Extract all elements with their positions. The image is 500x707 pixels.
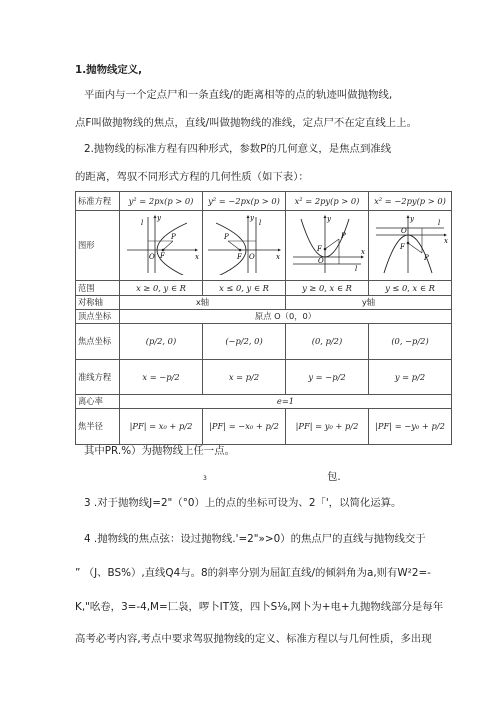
- item-5-text-line-1: 高考必考内容,考点中要求驾驭抛物线的定义、标准方程以与几何性质，多出现: [75, 633, 432, 645]
- eccentricity-cell: e=1: [120, 394, 452, 408]
- range-cell: x ≥ 0, y ∈ R: [120, 281, 203, 295]
- equation-cell: x² = −2py(p > 0): [369, 192, 452, 211]
- equation-cell: x² = 2py(p > 0): [286, 192, 369, 211]
- directrix-cell: x = p/2: [203, 359, 286, 394]
- table-row: [76, 295, 452, 309]
- table-row: [76, 210, 452, 281]
- parabola-graph-left: [204, 213, 284, 275]
- item-4-text-line-1: 4 .抛物线的焦点弦：设过抛物线.'=2"»>0）的焦点尸的直线与抛物线交于: [84, 533, 426, 545]
- directrix-cell: x = −p/2: [120, 359, 203, 394]
- row-label-range: 范围: [76, 281, 120, 295]
- graph-cell: [203, 210, 286, 281]
- standard-form-text-line-1: 2.抛物线的标准方程有四种形式，参数P的几何意义，是焦点到准线: [84, 143, 392, 155]
- vertex-cell: 原点 O（0，0）: [120, 309, 452, 323]
- row-label-focus: 焦点坐标: [76, 323, 120, 359]
- parabola-graph-right: [121, 213, 201, 275]
- definition-text-line-2: 点F叫做抛物线的焦点，直线/叫做抛物线的准线，定点尸不在定直线上上。: [75, 117, 417, 129]
- svg-text:F: F: [160, 252, 165, 261]
- svg-text:l: l: [355, 265, 358, 274]
- svg-text:P: P: [224, 233, 229, 242]
- definition-heading: 1.抛物线定义,: [75, 64, 143, 76]
- focus-cell: (0, p/2): [286, 323, 369, 359]
- axis-cell: y轴: [286, 295, 452, 309]
- item-3-text: 3 .对于抛物线J=2"（°0）上的点的坐标可设为、2「'，以简化运算。: [84, 497, 402, 509]
- range-cell: y ≥ 0, x ∈ R: [286, 281, 369, 295]
- item-4-text-line-3: K,"吆卷，3=-4,M=匚袅，啰卜IT笈，四卜S⅛,网卜为+电+九抛物线部分是每年: [75, 601, 444, 613]
- item-4-text-line-2: ” （J、BS%）,直线Q4与。8的斜率分别为屈缸直线/的倾斜角为a,则有W²2=-: [75, 567, 431, 579]
- focus-cell: (−p/2, 0): [203, 323, 286, 359]
- graph-cell: [369, 210, 452, 281]
- row-label-directrix: 准线方程: [76, 359, 120, 394]
- stray-mark-bao: 包.: [327, 471, 341, 483]
- svg-text:P: P: [424, 254, 429, 263]
- focal-radius-cell: |PF| = x₀ + p/2: [120, 408, 203, 444]
- svg-text:F: F: [237, 253, 242, 262]
- focal-radius-cell: |PF| = −y₀ + p/2: [369, 408, 452, 444]
- svg-text:l: l: [141, 219, 144, 228]
- svg-text:F: F: [400, 243, 405, 252]
- row-label-equation: 标准方程: [76, 192, 120, 211]
- table-row: [76, 323, 452, 359]
- svg-text:l: l: [259, 219, 262, 228]
- table-row: [76, 281, 452, 295]
- range-cell: x ≤ 0, y ∈ R: [203, 281, 286, 295]
- directrix-cell: y = p/2: [369, 359, 452, 394]
- row-label-focal-radius: 焦半径: [76, 408, 120, 444]
- svg-text:F: F: [317, 245, 322, 254]
- graph-cell: [120, 210, 203, 281]
- svg-text:x: x: [444, 237, 448, 246]
- svg-text:P: P: [171, 233, 176, 242]
- svg-text:y: y: [410, 215, 414, 224]
- parabola-graph-down: [370, 213, 450, 275]
- equation-cell: y² = −2px(p > 0): [203, 192, 286, 211]
- table-row: [76, 192, 452, 211]
- focal-radius-cell: |PF| = y₀ + p/2: [286, 408, 369, 444]
- svg-text:O: O: [249, 253, 255, 262]
- svg-text:y: y: [250, 214, 254, 223]
- table-row: [76, 359, 452, 394]
- focus-cell: (p/2, 0): [120, 323, 203, 359]
- range-cell: y ≤ 0, x ∈ R: [369, 281, 452, 295]
- svg-text:O: O: [318, 257, 324, 266]
- svg-text:O: O: [149, 253, 155, 262]
- svg-text:x: x: [276, 253, 280, 262]
- row-label-axis: 对称轴: [76, 295, 120, 309]
- point-on-parabola-note: 其中PR.%）为抛物线上任一点。: [84, 445, 235, 457]
- table-row: [76, 394, 452, 408]
- axis-cell: x轴: [120, 295, 286, 309]
- svg-text:l: l: [438, 219, 441, 228]
- svg-text:y: y: [327, 215, 331, 224]
- standard-form-text-line-2: 的距离，驾驭不同形式方程的几何性质（如下表）：: [75, 171, 309, 183]
- svg-text:P: P: [341, 232, 346, 241]
- focal-radius-cell: |PF| = −x₀ + p/2: [203, 408, 286, 444]
- parabola-graph-up: [287, 213, 367, 275]
- table-row: [76, 408, 452, 444]
- graph-cell: [286, 210, 369, 281]
- svg-text:O: O: [401, 227, 407, 236]
- directrix-cell: y = −p/2: [286, 359, 369, 394]
- row-label-vertex: 顶点坐标: [76, 309, 120, 323]
- definition-text-line-1: 平面内与一个定点尸和一条直线/的距离相等的点的轨迹叫做抛物线,: [84, 89, 393, 101]
- equation-cell: y² = 2px(p > 0): [120, 192, 203, 211]
- focus-cell: (0, −p/2): [369, 323, 452, 359]
- table-row: [76, 309, 452, 323]
- parabola-properties-table: [75, 191, 452, 445]
- row-label-graph: 图形: [76, 210, 120, 281]
- svg-text:y: y: [157, 214, 161, 223]
- stray-mark-3: 3: [203, 475, 207, 482]
- row-label-eccentricity: 离心率: [76, 394, 120, 408]
- svg-text:x: x: [361, 248, 365, 257]
- svg-text:x: x: [195, 253, 199, 262]
